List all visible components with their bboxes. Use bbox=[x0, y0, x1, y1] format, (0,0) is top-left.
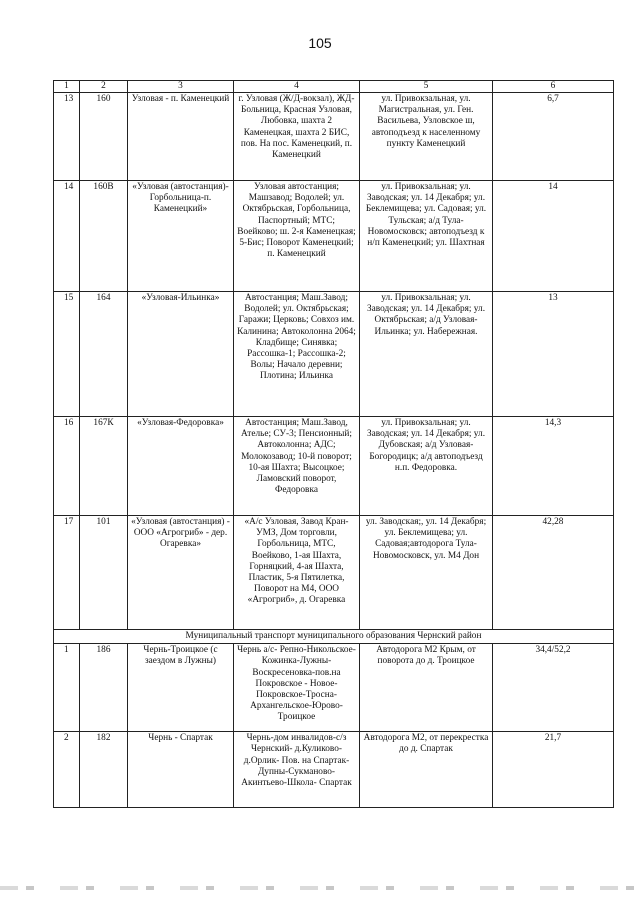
route-stops: г. Узловая (Ж/Д-вокзал), ЖД-Больница, Красная Узловая, Любовка, шахта 2 Каменецкая, шахта 2 БИС, пов. На пос. Каменецкий, п. Каменецкий bbox=[234, 93, 360, 181]
page-number: 105 bbox=[308, 35, 332, 51]
column-header: 5 bbox=[360, 81, 493, 93]
column-header: 1 bbox=[54, 81, 80, 93]
route-number: 182 bbox=[80, 732, 128, 808]
row-number: 2 bbox=[54, 732, 80, 808]
route-stops: «А/с Узловая, Завод Кран-УМЗ, Дом торговли, Горбольница, МТС, Воейково, 1-ая Шахта, Горняцкий, 4-ая Шахта, Пластик, 5-я Пятилетка, Поворот на М4, ООО «Агрогриб», д. Огаревка bbox=[234, 516, 360, 630]
table-row bbox=[54, 417, 614, 516]
route-length: 34,4/52,2 bbox=[493, 644, 614, 732]
table-row bbox=[54, 516, 614, 630]
table-row bbox=[54, 93, 614, 181]
column-header: 6 bbox=[493, 81, 614, 93]
route-stops: Чернь-дом инвалидов-с/з Чернский- д.Куликово-д.Орлик- Пов. на Спартак- Дупны-Сукманово- Акинтьево-Школа- Спартак bbox=[234, 732, 360, 808]
route-name: «Узловая-Федоровка» bbox=[128, 417, 234, 516]
row-number: 16 bbox=[54, 417, 80, 516]
route-length: 14 bbox=[493, 181, 614, 292]
route-name: «Узловая-Ильинка» bbox=[128, 292, 234, 417]
route-streets: Автодорога М2 Крым, от поворота до д. Троицкое bbox=[360, 644, 493, 732]
route-stops: Чернь а/с- Репно-Никольское- Кожинка-Лужны-Воскресеновка-пов.на Покровское - Новое-Покровское-Тросна- Архангельское-Юрово- Троицкое bbox=[234, 644, 360, 732]
table-row bbox=[54, 181, 614, 292]
route-streets: ул. Заводская;, ул. 14 Декабря; ул. Беклемищева; ул. Садовая;автодорога Тула-Новомосковск, ул. М4 Дон bbox=[360, 516, 493, 630]
route-name: Чернь - Спартак bbox=[128, 732, 234, 808]
column-header: 3 bbox=[128, 81, 234, 93]
route-streets: ул. Привокзальная; ул. Заводская; ул. 14 Декабря; ул. Октябрьская; а/д Узловая-Ильинка; ул. Набережная. bbox=[360, 292, 493, 417]
route-number: 160В bbox=[80, 181, 128, 292]
route-number: 167К bbox=[80, 417, 128, 516]
route-streets: Автодорога М2, от перекрестка до д. Спартак bbox=[360, 732, 493, 808]
route-stops: Автостанция; Маш.Завод; Водолей; ул. Октябрьская; Гаражи; Церковь; Совхоз им. Калинина; Автоколонна 2064; Кладбище; Синявка; Рассошка-1; Рассошка-2; Волы; Начало деревни; Плотина; Ильинка bbox=[234, 292, 360, 417]
route-stops: Автостанция; Маш.Завод, Ателье; СУ-3; Пенсионный; Автоколонна; АДС; Молокозавод; 10-й поворот; 10-ая Шахта; Высоцкое; Ламовский поворот, Федоровка bbox=[234, 417, 360, 516]
route-streets: ул. Привокзальная; ул. Заводская; ул. 14 Декабря; ул. Дубовская; а/д Узловая-Богородицк; а/д автоподъезд н.п. Федоровка. bbox=[360, 417, 493, 516]
row-number: 1 bbox=[54, 644, 80, 732]
route-name: Узловая - п. Каменецкий bbox=[128, 93, 234, 181]
route-length: 13 bbox=[493, 292, 614, 417]
routes-table bbox=[53, 80, 614, 808]
route-length: 14,3 bbox=[493, 417, 614, 516]
route-name: «Узловая (автостанция) - ООО «Агрогриб» - дер. Огаревка» bbox=[128, 516, 234, 630]
route-name: «Узловая (автостанция)-Горбольница-п. Каменецкий» bbox=[128, 181, 234, 292]
section-title: Муниципальный транспорт муниципального образования Чернский район bbox=[54, 630, 614, 644]
route-number: 101 bbox=[80, 516, 128, 630]
table-row bbox=[54, 732, 614, 808]
route-number: 160 bbox=[80, 93, 128, 181]
column-header: 4 bbox=[234, 81, 360, 93]
route-number: 164 bbox=[80, 292, 128, 417]
column-number-row bbox=[54, 81, 614, 93]
table-row bbox=[54, 292, 614, 417]
row-number: 17 bbox=[54, 516, 80, 630]
route-number: 186 bbox=[80, 644, 128, 732]
route-name: Чернь-Троицкое (с заездом в Лужны) bbox=[128, 644, 234, 732]
row-number: 13 bbox=[54, 93, 80, 181]
scan-edge-artifact bbox=[0, 886, 640, 890]
table-row bbox=[54, 644, 614, 732]
route-length: 42,28 bbox=[493, 516, 614, 630]
route-length: 21,7 bbox=[493, 732, 614, 808]
route-streets: ул. Привокзальная; ул. Заводская; ул. 14 Декабря; ул. Беклемищева; ул. Садовая; ул. Тульская; а/д Тула-Новомосковск; автоподъезд к н/п Каменецкий; ул. Шахтная bbox=[360, 181, 493, 292]
column-header: 2 bbox=[80, 81, 128, 93]
row-number: 14 bbox=[54, 181, 80, 292]
route-length: 6,7 bbox=[493, 93, 614, 181]
row-number: 15 bbox=[54, 292, 80, 417]
route-streets: ул. Привокзальная, ул. Магистральная, ул. Ген. Васильева, Узловское ш, автоподъезд к населенному пункту Каменецкий bbox=[360, 93, 493, 181]
section-row bbox=[54, 630, 614, 644]
route-stops: Узловая автостанция; Машзавод; Водолей; ул. Октябрьская, Горбольница, Паспортный; МТС; Воейково; ш. 2-я Каменецкая; 5-Бис; Поворот Каменецкий; п. Каменецкий bbox=[234, 181, 360, 292]
